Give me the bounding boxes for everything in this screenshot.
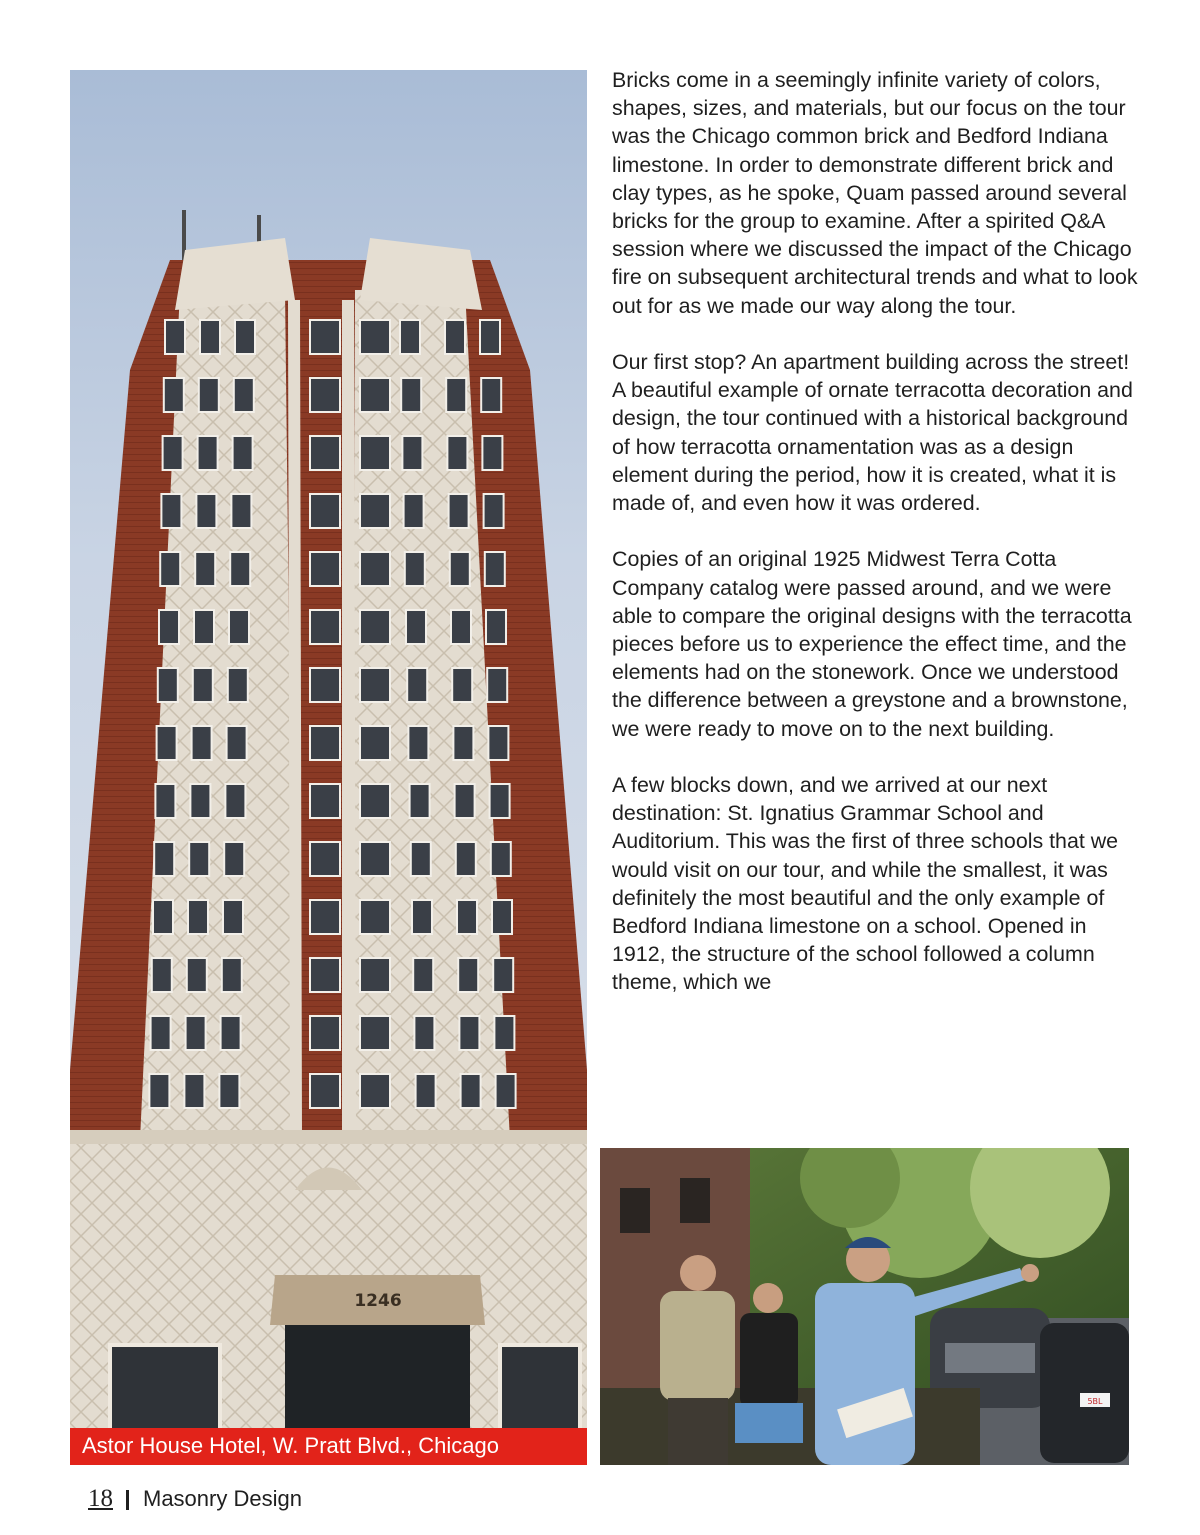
building-window xyxy=(490,784,510,818)
building-window xyxy=(451,610,471,644)
building-window xyxy=(225,784,245,818)
article-paragraph: A few blocks down, and we arrived at our next destination: St. Ignatius Grammar School and Auditorium. This was the first of three schools that we would visit on our tour, and while the smallest, it was definitely the most beautiful and the only example of Bedford Indiana limestone on a school. Opened in 1912, the structure of the school followed a column theme, which we xyxy=(612,773,1119,995)
tour-group-photo xyxy=(600,1148,1129,1465)
building-window xyxy=(224,842,244,876)
building-window xyxy=(159,610,179,644)
building-window xyxy=(188,900,208,934)
awning-number: 1246 xyxy=(354,1291,402,1311)
building-window xyxy=(406,610,426,644)
building-window xyxy=(485,552,505,586)
building-window xyxy=(157,726,177,760)
building-window xyxy=(165,320,185,354)
building-window xyxy=(481,378,501,412)
building-window xyxy=(310,726,340,760)
building-window xyxy=(360,552,390,586)
building-window xyxy=(411,842,431,876)
page-number: 18 xyxy=(88,1485,113,1512)
building-window xyxy=(414,1016,434,1050)
building-window xyxy=(452,668,472,702)
photo-caption: Astor House Hotel, W. Pratt Blvd., Chicago xyxy=(82,1433,499,1458)
building-window xyxy=(487,668,507,702)
building-window xyxy=(360,320,390,354)
building-window xyxy=(158,668,178,702)
building-window xyxy=(163,436,183,470)
building-window xyxy=(360,436,390,470)
building-window xyxy=(198,436,218,470)
building-window xyxy=(184,1074,204,1108)
building-window xyxy=(360,842,390,876)
building-window xyxy=(458,958,478,992)
building-window xyxy=(153,900,173,934)
building-window xyxy=(360,726,390,760)
building-window xyxy=(310,668,340,702)
building-window xyxy=(360,784,390,818)
building-window xyxy=(445,320,465,354)
building-window xyxy=(360,900,390,934)
building-window xyxy=(494,1016,514,1050)
building-window xyxy=(310,552,340,586)
building-window xyxy=(493,958,513,992)
building-window xyxy=(152,958,172,992)
article-paragraph: Copies of an original 1925 Midwest Terra Cotta Company catalog were passed around, and we were able to compare the original designs with the terracotta pieces before us to experience the effect time, and the elements had on the stonework. Once we understood the difference between a greystone and a brownstone, we were ready to move on to the next building. xyxy=(612,547,1132,741)
building-window xyxy=(149,1074,169,1108)
building-window xyxy=(196,494,216,528)
building-window xyxy=(412,900,432,934)
building-window xyxy=(199,378,219,412)
building-window xyxy=(189,842,209,876)
footer-divider xyxy=(126,1490,129,1510)
building-window xyxy=(200,320,220,354)
building-window xyxy=(461,1074,481,1108)
license-plate-text: 5BL xyxy=(1087,1397,1103,1406)
photo-caption-banner xyxy=(70,1428,587,1465)
building-window xyxy=(164,378,184,412)
building-window xyxy=(408,726,428,760)
building-window xyxy=(407,668,427,702)
building-window xyxy=(360,610,390,644)
building-window xyxy=(231,494,251,528)
building-window xyxy=(455,784,475,818)
building-window xyxy=(160,552,180,586)
building-window xyxy=(190,784,210,818)
building-window xyxy=(154,842,174,876)
building-window xyxy=(360,1074,390,1108)
building-window xyxy=(227,726,247,760)
building-window xyxy=(222,958,242,992)
building-illustration xyxy=(70,70,587,1465)
building-window xyxy=(457,900,477,934)
article-paragraph: Bricks come in a seemingly infinite variety of colors, shapes, sizes, and materials, but our focus on the tour was the Chicago common brick and Bedford Indiana limestone. In order to demonstrate different brick and clay types, as he spoke, Quam passed around several bricks for the group to examine. After a spirited Q&A session where we discussed the impact of the Chicago fire on subsequent architectural trends and what to look out for as we made our way along the tour. xyxy=(612,68,1138,318)
building-window xyxy=(450,552,470,586)
building-window xyxy=(480,320,500,354)
building-window xyxy=(400,320,420,354)
building-window xyxy=(449,494,469,528)
building-window xyxy=(310,1074,340,1108)
building-window xyxy=(310,1016,340,1050)
building-window xyxy=(446,378,466,412)
building-window xyxy=(234,378,254,412)
building-window xyxy=(310,958,340,992)
building-window xyxy=(404,494,424,528)
building-window xyxy=(402,436,422,470)
building-window xyxy=(192,726,212,760)
building-window xyxy=(219,1074,239,1108)
building-window xyxy=(416,1074,436,1108)
building-window xyxy=(233,436,253,470)
building-window xyxy=(447,436,467,470)
building-window xyxy=(310,610,340,644)
building-window xyxy=(310,784,340,818)
building-window xyxy=(186,1016,206,1050)
building-window xyxy=(360,958,390,992)
building-window xyxy=(491,842,511,876)
building-window xyxy=(484,494,504,528)
building-window xyxy=(496,1074,516,1108)
building-window xyxy=(161,494,181,528)
building-window xyxy=(459,1016,479,1050)
tour-group-illustration xyxy=(600,1148,1129,1465)
building-window xyxy=(155,784,175,818)
building-window xyxy=(229,610,249,644)
building-window xyxy=(310,378,340,412)
publication-title: Masonry Design xyxy=(143,1486,302,1511)
building-window xyxy=(310,900,340,934)
article-paragraph: Our first stop? An apartment building across the street! A beautiful example of ornate terracotta decoration and design, the tour continued with a historical background of how terracotta ornamentation was as a design element during the period, how it is created, what it is made of, and even how it was ordered. xyxy=(612,350,1133,516)
building-window xyxy=(401,378,421,412)
building-window xyxy=(413,958,433,992)
building-window xyxy=(486,610,506,644)
building-window xyxy=(193,668,213,702)
building-window xyxy=(228,668,248,702)
building-window xyxy=(223,900,243,934)
building-window xyxy=(194,610,214,644)
building-window xyxy=(187,958,207,992)
article-body xyxy=(612,66,1142,1025)
building-window xyxy=(310,320,340,354)
building-window xyxy=(310,436,340,470)
building-window xyxy=(360,668,390,702)
building-window xyxy=(360,494,390,528)
building-window xyxy=(492,900,512,934)
building-window xyxy=(221,1016,241,1050)
building-window xyxy=(195,552,215,586)
building-window xyxy=(310,494,340,528)
building-window xyxy=(151,1016,171,1050)
building-window xyxy=(405,552,425,586)
building-window xyxy=(235,320,255,354)
building-photo xyxy=(70,70,587,1465)
building-window xyxy=(410,784,430,818)
building-window xyxy=(488,726,508,760)
building-window xyxy=(456,842,476,876)
building-window xyxy=(453,726,473,760)
building-window xyxy=(360,1016,390,1050)
building-window xyxy=(360,378,390,412)
building-window xyxy=(310,842,340,876)
building-window xyxy=(230,552,250,586)
building-window xyxy=(482,436,502,470)
